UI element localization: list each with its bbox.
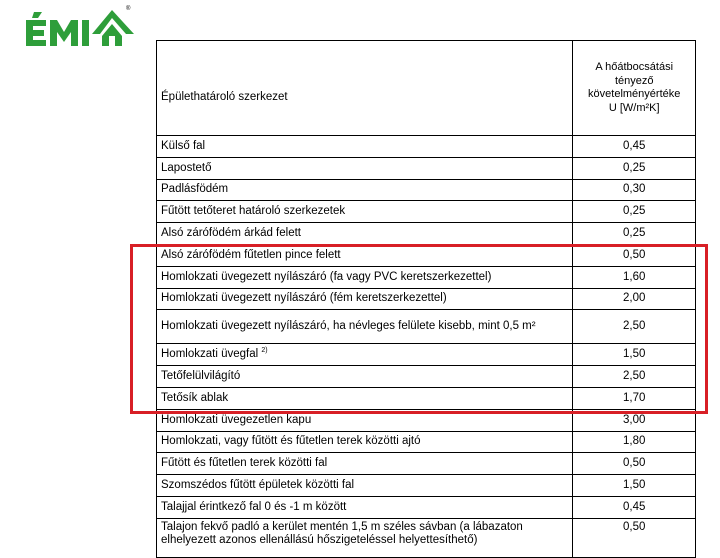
table-row [157, 475, 696, 497]
table-row [157, 387, 696, 409]
row-structure: Tetősík ablak [157, 387, 573, 409]
row-structure: Alsó zárófödém fűtetlen pince felett [157, 244, 573, 266]
table-row [157, 344, 696, 366]
row-structure: Talajon fekvő padló a kerület mentén 1,5 m széles sávban (a lábazaton elhelyezett azonos ellenállású hőszigeteléssel helyettesíthető) [157, 518, 573, 557]
row-u-value: 0,50 [573, 244, 696, 266]
row-structure [157, 344, 573, 366]
table-row [157, 409, 696, 431]
footnote-marker: 2) [261, 347, 268, 355]
u-value-table [156, 40, 696, 558]
row-u-value: 0,50 [573, 518, 696, 557]
registered-mark: ® [126, 6, 131, 12]
row-structure: Lapostető [157, 157, 573, 179]
row-u-value: 2,50 [573, 310, 696, 344]
row-structure: Alsó zárófödém árkád felett [157, 223, 573, 245]
row-structure: Homlokzati üvegezetlen kapu [157, 409, 573, 431]
header-structure: Épülethatároló szerkezet [157, 41, 573, 136]
row-u-value: 1,50 [573, 475, 696, 497]
row-structure: Fűtött tetőteret határoló szerkezetek [157, 201, 573, 223]
row-u-value: 0,25 [573, 223, 696, 245]
table-row [157, 310, 696, 344]
row-structure: Talajjal érintkező fal 0 és -1 m között [157, 496, 573, 518]
table-row [157, 366, 696, 388]
table-row [157, 288, 696, 310]
table-row [157, 244, 696, 266]
row-structure: Homlokzati, vagy fűtött és fűtetlen terek közötti ajtó [157, 431, 573, 453]
row-u-value: 2,50 [573, 366, 696, 388]
header-u-line: A hőátbocsátási [595, 61, 674, 73]
row-structure: Fűtött és fűtetlen terek közötti fal [157, 453, 573, 475]
table-row [157, 453, 696, 475]
table-row [157, 223, 696, 245]
table-row [157, 136, 696, 158]
row-structure: Homlokzati üvegezett nyílászáró (fa vagy PVC keretszerkezettel) [157, 266, 573, 288]
row-u-value: 0,25 [573, 157, 696, 179]
row-u-value: 1,60 [573, 266, 696, 288]
table-row [157, 431, 696, 453]
row-u-value: 3,00 [573, 409, 696, 431]
row-structure: Tetőfelülvilágító [157, 366, 573, 388]
header-u-line: követelményértéke [588, 88, 681, 100]
row-structure: Szomszédos fűtött épületek közötti fal [157, 475, 573, 497]
row-u-value: 0,50 [573, 453, 696, 475]
emi-logo [24, 6, 136, 50]
row-structure: Külső fal [157, 136, 573, 158]
table-row [157, 157, 696, 179]
header-u-value [573, 41, 696, 136]
row-u-value: 0,25 [573, 201, 696, 223]
emi-logo-graphic [24, 6, 136, 50]
header-u-line: tényező [614, 74, 654, 87]
table-row [157, 518, 696, 557]
table-row [157, 179, 696, 201]
row-structure: Homlokzati üvegezett nyílászáró, ha névleges felülete kisebb, mint 0,5 m² [157, 310, 573, 344]
row-u-value: 0,30 [573, 179, 696, 201]
row-u-value: 2,00 [573, 288, 696, 310]
table-row [157, 201, 696, 223]
row-u-value: 1,70 [573, 387, 696, 409]
row-u-value: 1,50 [573, 344, 696, 366]
table-header-row [157, 41, 696, 136]
row-structure: Homlokzati üvegezett nyílászáró (fém keretszerkezettel) [157, 288, 573, 310]
header-u-line: U [W/m²K] [608, 101, 660, 114]
row-structure-text: Homlokzati üvegfal [161, 348, 259, 361]
row-u-value: 1,80 [573, 431, 696, 453]
row-u-value: 0,45 [573, 136, 696, 158]
table-row [157, 496, 696, 518]
table-row [157, 266, 696, 288]
row-structure: Padlásfödém [157, 179, 573, 201]
row-u-value: 0,45 [573, 496, 696, 518]
